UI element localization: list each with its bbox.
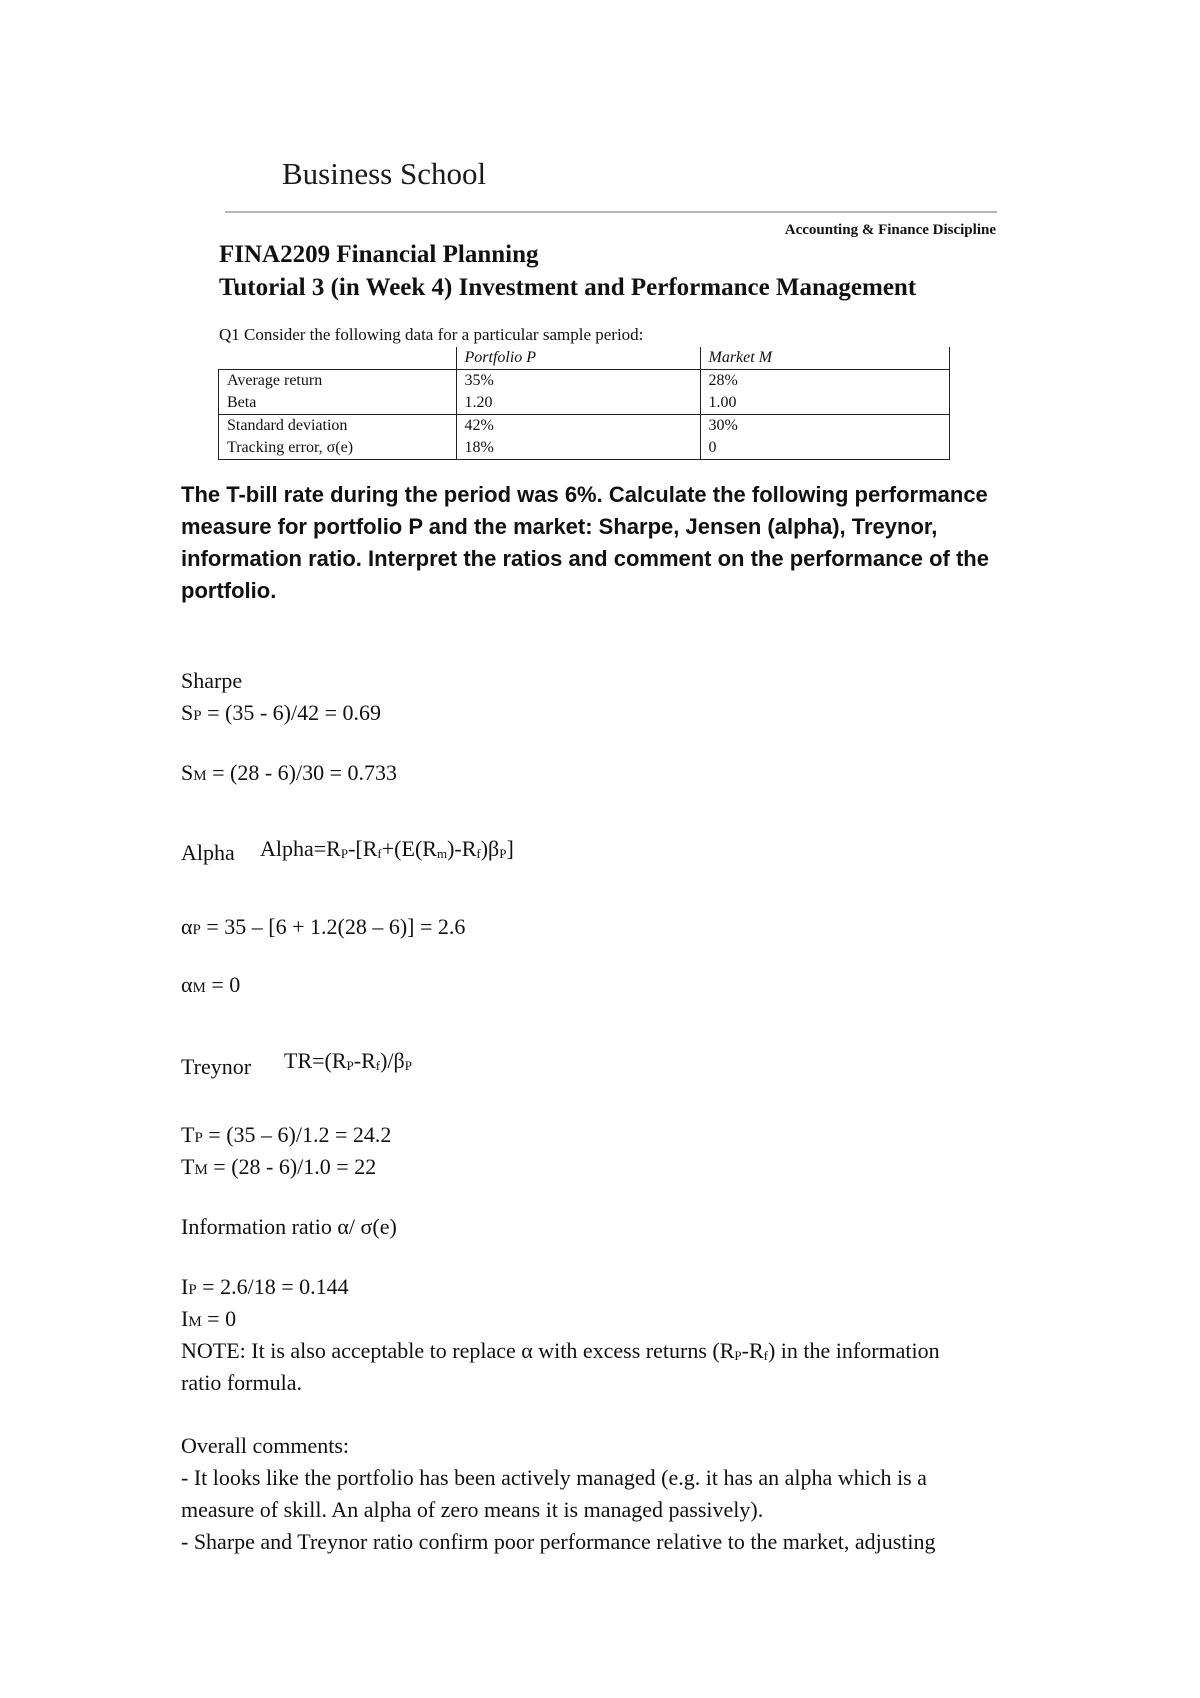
overall-comment-line: - It looks like the portfolio has been actively managed (e.g. it has an alpha which is a	[181, 1465, 927, 1490]
sharpe-portfolio-line	[181, 700, 381, 726]
treynor-formula-part: -R	[353, 1048, 376, 1073]
alpha-formula-part: Alpha=R	[260, 836, 341, 861]
note-subscript: P	[734, 1348, 742, 1363]
table-cell: 0	[700, 437, 950, 460]
treynor-market-line	[181, 1154, 376, 1180]
alpha-formula-subscript: f	[476, 846, 481, 861]
alpha-portfolio-equation: = 35 – [6 + 1.2(28 – 6)] = 2.6	[206, 914, 466, 939]
table-cell: 42%	[456, 415, 700, 438]
sharpe-market-line	[181, 760, 397, 786]
table-cell: 1.20	[456, 392, 700, 415]
alpha-heading: Alpha	[181, 840, 235, 865]
note-line	[181, 1338, 940, 1364]
note-text: -R	[741, 1338, 764, 1363]
info-ratio-portfolio-subscript: P	[188, 1282, 197, 1298]
table-cell: Beta	[219, 392, 457, 415]
note-line-2: ratio formula.	[181, 1370, 302, 1395]
table-row	[219, 392, 950, 415]
alpha-formula-subscript: P	[499, 846, 507, 861]
info-ratio-market-equation: = 0	[207, 1306, 237, 1331]
treynor-formula-part: TR=(R	[284, 1048, 347, 1073]
table-cell: 1.00	[700, 392, 950, 415]
sharpe-portfolio-subscript: P	[193, 708, 202, 724]
alpha-portfolio-line	[181, 914, 465, 940]
question-text: The T-bill rate during the period was 6%. Calculate the following performance measure for portfolio P and the market: Sharpe, Jensen (alpha), Treynor, information ratio. Interpret the ratios and comment on the performance of the portfolio.	[181, 482, 989, 603]
note-text: NOTE: It is also acceptable to replace α with excess returns (R	[181, 1338, 735, 1363]
treynor-portfolio-symbol: T	[181, 1122, 195, 1147]
table-row	[219, 437, 950, 460]
school-name: Business School	[282, 156, 487, 191]
treynor-portfolio-subscript: P	[194, 1130, 203, 1146]
note-text: ) in the information	[767, 1338, 940, 1363]
course-title: FINA2209 Financial Planning	[219, 241, 539, 268]
alpha-market-equation: = 0	[211, 972, 241, 997]
info-ratio-market-symbol: I	[181, 1306, 189, 1331]
alpha-portfolio-symbol: α	[181, 914, 193, 939]
alpha-formula	[260, 836, 514, 862]
alpha-formula-part: -[R	[348, 836, 378, 861]
sharpe-heading: Sharpe	[181, 668, 243, 693]
treynor-formula-subscript: P	[404, 1058, 412, 1073]
tutorial-title: Tutorial 3 (in Week 4) Investment and Performance Management	[219, 274, 917, 301]
alpha-formula-part: +(E(R	[381, 836, 437, 861]
treynor-portfolio-line	[181, 1122, 391, 1148]
treynor-formula-subscript: f	[375, 1058, 381, 1073]
treynor-formula	[284, 1048, 412, 1074]
alpha-formula-part: )-R	[447, 836, 477, 861]
alpha-formula-part: )β	[480, 836, 500, 861]
header-divider	[225, 211, 997, 213]
table-header-cell: Market M	[700, 347, 950, 370]
q1-intro: Q1 Consider the following data for a particular sample period:	[219, 325, 644, 344]
overall-comment-line: measure of skill. An alpha of zero means it is managed passively).	[181, 1497, 764, 1522]
table-cell: Average return	[219, 370, 457, 393]
info-ratio-portfolio-symbol: I	[181, 1274, 189, 1299]
info-ratio-heading: Information ratio α/ σ(e)	[181, 1214, 397, 1239]
table-row	[219, 370, 950, 393]
table-header-cell: Portfolio P	[456, 347, 700, 370]
table-cell: 35%	[456, 370, 700, 393]
overall-comments	[181, 1430, 1061, 1558]
info-ratio-market-subscript: M	[188, 1314, 202, 1330]
table-cell: 30%	[700, 415, 950, 438]
sharpe-market-equation: = (28 - 6)/30 = 0.733	[212, 760, 397, 785]
sharpe-portfolio-symbol: S	[181, 700, 194, 725]
overall-heading: Overall comments:	[181, 1433, 350, 1458]
sharpe-market-symbol: S	[181, 760, 194, 785]
table-cell: 28%	[700, 370, 950, 393]
table-header-cell	[219, 347, 457, 370]
treynor-portfolio-equation: = (35 – 6)/1.2 = 24.2	[208, 1122, 392, 1147]
info-ratio-market-line	[181, 1306, 236, 1332]
sharpe-market-subscript: M	[193, 768, 207, 784]
treynor-formula-subscript: P	[346, 1058, 354, 1073]
note-subscript: f	[763, 1348, 768, 1363]
overall-comment-line: - Sharpe and Treynor ratio confirm poor performance relative to the market, adjusting	[181, 1529, 936, 1554]
info-ratio-portfolio-line	[181, 1274, 349, 1300]
table-cell: Standard deviation	[219, 415, 457, 438]
treynor-formula-part: )/β	[380, 1048, 405, 1073]
alpha-market-subscript: M	[192, 980, 206, 996]
table-header-row	[219, 347, 950, 370]
table-cell: Tracking error, σ(e)	[219, 437, 457, 460]
treynor-market-symbol: T	[181, 1154, 195, 1179]
sharpe-portfolio-equation: = (35 - 6)/42 = 0.69	[207, 700, 381, 725]
treynor-market-subscript: M	[194, 1162, 208, 1178]
alpha-formula-part: ]	[506, 836, 514, 861]
alpha-portfolio-subscript: P	[192, 922, 201, 938]
alpha-formula-subscript: P	[340, 846, 349, 861]
alpha-market-symbol: α	[181, 972, 193, 997]
discipline-label: Accounting & Finance Discipline	[784, 222, 996, 238]
table-cell: 18%	[456, 437, 700, 460]
data-table	[218, 347, 950, 460]
treynor-market-equation: = (28 - 6)/1.0 = 22	[213, 1154, 377, 1179]
alpha-formula-subscript: f	[377, 846, 382, 861]
treynor-heading: Treynor	[181, 1054, 252, 1079]
info-ratio-portfolio-equation: = 2.6/18 = 0.144	[202, 1274, 349, 1299]
table-row	[219, 415, 950, 438]
alpha-market-line	[181, 972, 240, 998]
alpha-formula-subscript: m	[436, 846, 448, 861]
